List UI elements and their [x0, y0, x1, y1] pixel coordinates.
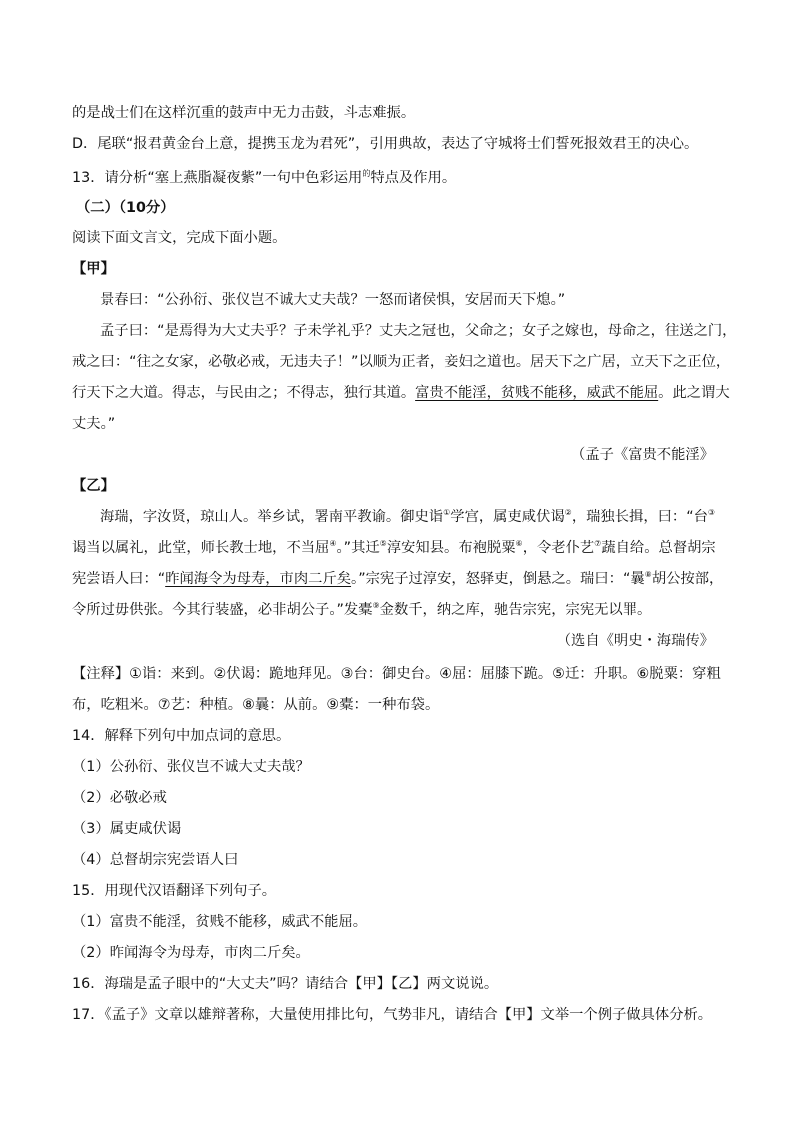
superscript: 的 — [362, 169, 371, 178]
option-d: D．尾联“报君黄金台上意，提携玉龙为君死”，引用典故，表达了守城将士们誓死报效君王的决心。 — [72, 136, 699, 152]
passage-a-line — [72, 383, 730, 403]
underlined-sentence: 昨闻海令为母寿，市肉二斤矣 — [165, 571, 352, 587]
note-marker: ② — [564, 508, 572, 517]
note-marker: ⑦ — [594, 539, 602, 548]
note-marker: ⑤ — [379, 539, 387, 548]
note-marker: ④ — [329, 539, 337, 548]
note-marker: ⑨ — [372, 601, 380, 610]
passage-b-label: 【乙】 — [72, 478, 115, 494]
note-marker: ③ — [707, 508, 716, 517]
passage-text: 谒当以属礼，此堂，师长教士地，不当屈 — [72, 540, 330, 556]
question-16: 16．海瑞是孟子眼中的“大丈夫”吗？请结合【甲】【乙】两文说说。 — [72, 976, 499, 992]
passage-text: 。”宗宪子过淳安，怒驿吏，倒悬之。瑞曰：“曩 — [351, 571, 645, 587]
underlined-sentence: 富贵不能淫，贫贱不能移，威武不能屈 — [415, 385, 659, 401]
question-14-item: （2）必敬必戒 — [72, 790, 167, 806]
note-marker: ⑧ — [644, 570, 652, 579]
passage-a-source: （孟子《富贵不能淫》 — [571, 447, 714, 463]
note-marker: ⑥ — [515, 539, 523, 548]
passage-text: 淳安知县。布袍脱粟 — [386, 540, 516, 556]
section-heading: （二）（10分） — [76, 200, 175, 216]
passage-text: 。”其迁 — [336, 540, 380, 556]
passage-text: 金数千，纳之库，驰告宗宪，宗宪无以罪。 — [379, 602, 652, 618]
question-15-item: （1）富贵不能淫，贫贱不能移，威武不能屈。 — [72, 914, 368, 930]
passage-text: 。此之谓大 — [658, 385, 730, 401]
passage-text: 宪尝语人曰：“ — [72, 571, 166, 587]
question-15-item: （2）昨闻海令为母寿，市肉二斤矣。 — [72, 945, 310, 961]
passage-text: 蔬自给。总督胡宗 — [601, 540, 716, 556]
passage-text: ，令老仆艺 — [522, 540, 595, 556]
passage-a-line: 丈夫。” — [72, 416, 116, 432]
passage-a-label: 【甲】 — [72, 261, 115, 277]
text-line: 的是战士们在这样沉重的鼓声中无力击鼓，斗志难振。 — [72, 105, 416, 121]
passage-a-line: 景春曰：“公孙衍、张仪岂不诚大丈夫哉？一怒而诸侯惧，安居而天下熄。” — [100, 292, 566, 308]
section-intro: 阅读下面文言文，完成下面小题。 — [72, 230, 287, 246]
question-14-item: （4）总督胡宗宪尝语人曰 — [72, 852, 239, 868]
notes-line: 布，吃粗米。⑦艺：种植。⑧曩：从前。⑨橐：一种布袋。 — [72, 697, 440, 713]
passage-b-source: （选自《明史・海瑞传》 — [556, 633, 714, 649]
question-13-text: 13．请分析“塞上燕脂凝夜紫”一句中色彩运用 — [72, 170, 363, 186]
passage-b-line — [72, 600, 651, 620]
notes-line: 【注释】①诣：来到。②伏谒：跪地拜见。③台：御史台。④屈：屈膝下跪。⑤迁：升职。⑥脱粟：穿粗 — [72, 666, 721, 682]
passage-b-line — [100, 507, 715, 527]
passage-a-line: 戒之曰：“往之女家，必敬必戒，无违夫子！”以顺为正者，妾妇之道也。居天下之广居，立天下之正位， — [72, 354, 731, 370]
question-13-text: 特点及作用。 — [370, 170, 457, 186]
question-17: 17．《孟子》文章以雄辩著称，大量使用排比句，气势非凡，请结合【甲】文举一个例子做具体分析。 — [72, 1007, 713, 1023]
passage-b-line — [72, 538, 716, 558]
question-14-item: （3）属吏咸伏谒 — [72, 821, 182, 837]
passage-text: 海瑞，字汝贤，琼山人。举乡试，署南平教谕。御史诣 — [100, 509, 444, 525]
passage-text: 令所过毋供张。今其行装盛，必非胡公子。”发橐 — [72, 602, 373, 618]
note-marker: ① — [443, 508, 451, 517]
passage-text: 学宫，属吏咸伏谒 — [450, 509, 565, 525]
question-14-item: （1）公孙衍、张仪岂不诚大丈夫哉？ — [72, 759, 310, 775]
passage-text: ，瑞独长揖，曰：“台 — [571, 509, 708, 525]
passage-b-line — [72, 569, 723, 589]
question-15: 15．用现代汉语翻译下列句子。 — [72, 883, 277, 899]
question-13 — [72, 168, 456, 188]
question-14: 14．解释下列句中加点词的意思。 — [72, 728, 291, 744]
passage-text: 胡公按部， — [651, 571, 724, 587]
passage-text: 行天下之大道。得志，与民由之；不得志，独行其道。 — [72, 385, 416, 401]
passage-a-line: 孟子曰：“是焉得为大丈夫乎？子未学礼乎？丈夫之冠也，父命之；女子之嫁也，母命之，往送之门， — [100, 323, 737, 339]
